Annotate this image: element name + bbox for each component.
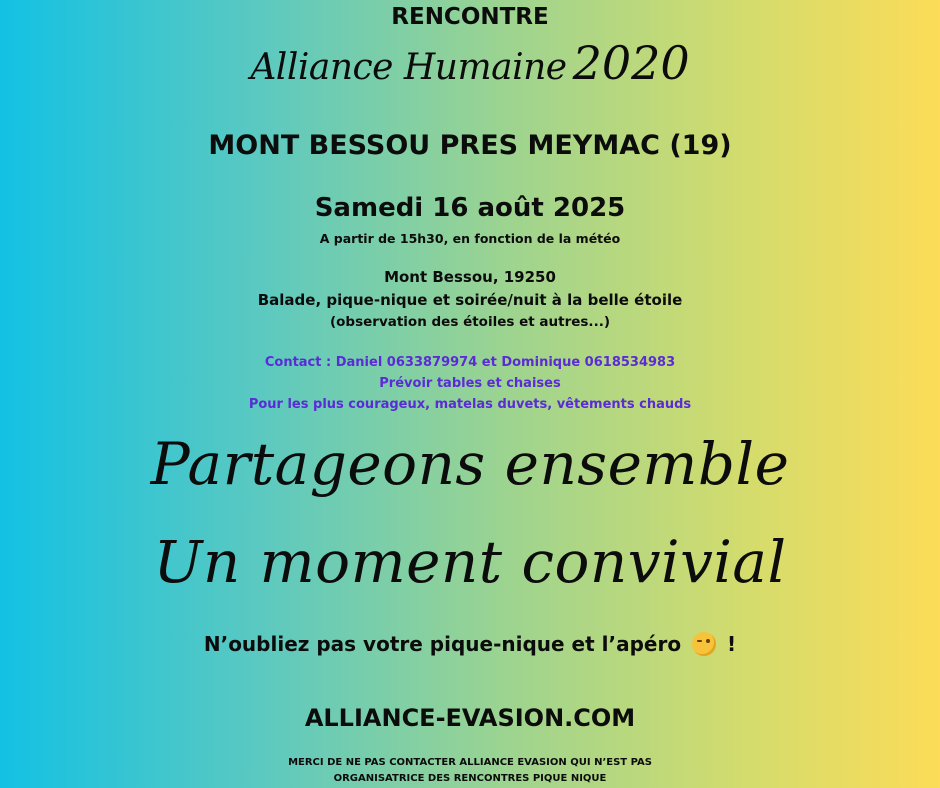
brand-year: 2020 (572, 36, 690, 90)
event-activities-note: (observation des étoiles et autres...) (329, 314, 610, 330)
disclaimer-line-1: MERCI DE NE PAS CONTACTER ALLIANCE EVASION QUI N’EST PAS (288, 757, 652, 768)
event-address: Mont Bessou, 19250 (384, 268, 556, 286)
event-time-note: A partir de 15h30, en fonction de la météo (319, 231, 621, 246)
brave-gear-note: Pour les plus courageux, matelas duvets, vêtements chauds (248, 397, 692, 412)
event-activities: Balade, pique-nique et soirée/nuit à la belle étoile (257, 291, 683, 309)
reminder-exclamation: ! (727, 632, 737, 656)
disclaimer-line-2: ORGANISATRICE DES RENCONTRES PIQUE NIQUE (333, 773, 607, 784)
event-kicker: RENCONTRE (391, 4, 549, 30)
reminder-text: N’oubliez pas votre pique-nique et l’apéro (203, 632, 682, 656)
event-brand-title (0, 36, 940, 96)
wink-face-icon (692, 632, 716, 656)
website-link[interactable]: ALLIANCE-EVASION.COM (304, 704, 636, 732)
event-date: Samedi 16 août 2025 (314, 193, 626, 223)
bring-tables-note: Prévoir tables et chaises (379, 376, 561, 391)
brand-name: Alliance Humaine (250, 47, 567, 88)
event-location: MONT BESSOU PRES MEYMAC (19) (208, 130, 732, 161)
picnic-reminder (0, 632, 940, 656)
slogan-line-2: Un moment convivial (153, 528, 787, 596)
contact-line: Contact : Daniel 0633879974 et Dominique 0618534983 (264, 355, 676, 370)
slogan-line-1: Partageons ensemble (150, 430, 790, 498)
